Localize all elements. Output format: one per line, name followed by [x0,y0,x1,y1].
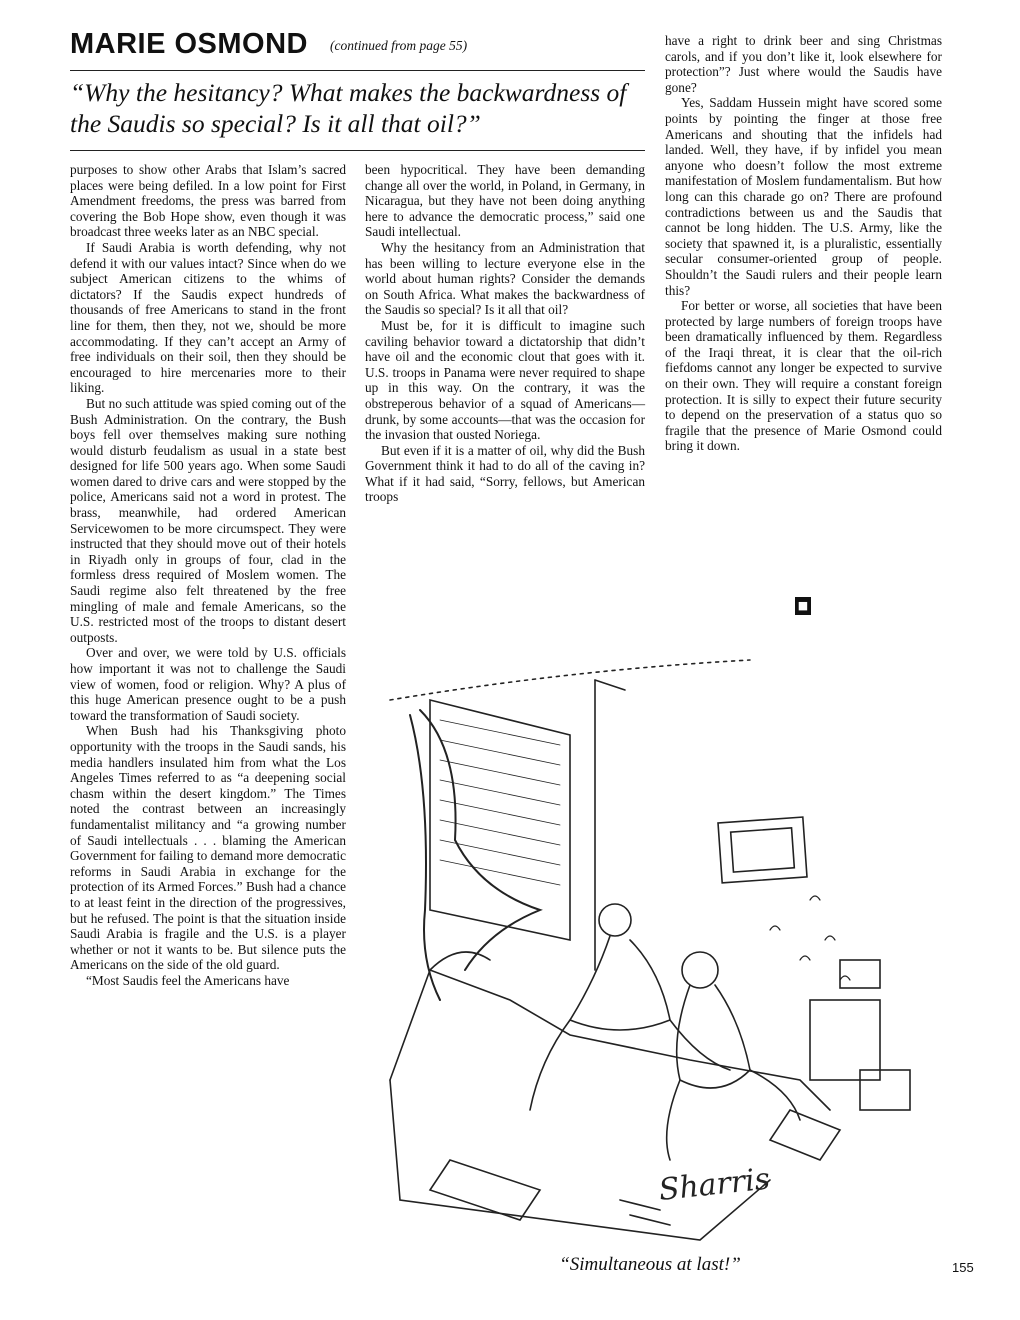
paragraph: purposes to show other Arabs that Islam’s sacred places were being defiled. In a low point for First Amendment freedoms, the press was barred from covering the Bob Hope show, even though it was broadcast three weeks later as an NBC special. [70,162,346,240]
cartoon-illustration [370,640,970,1255]
cartoon-caption: “Simultaneous at last!” [559,1254,741,1275]
paragraph: Why the hesitancy from an Administration that has been willing to lecture everyone else in the world about human rights? Consider the demands on South Africa. What makes the backwardness of the Saudis so special? Is it all that oil? [365,239,645,318]
paragraph: But no such attitude was spied coming out of the Bush Administration. On the contrary, the Bush boys fell over themselves making sure nothing would disturb feudalism as usual in a state best designed for life 500 years ago. When some Saudi women dared to drive cars and were stopped by the police, Americans said not a word in protest. The brass, meanwhile, had ordered American Servicewomen to be more circumspect. They were instructed that they should move out of their hotels in Riyadh only in groups of four, clad in the formless dress required of Moslem women. The Saudi regime also felt threatened by the free mingling of male and female Americans, so the U.S. restricted most of the troops to distant desert outposts. [70,395,346,645]
paragraph: Must be, for it is difficult to imagine such caviling behavior toward a dictatorship that didn’t have oil and the economic clout that goes with it. U.S. troops in Panama were never required to shape up in this way. On the contrary, it was the obstreperous behavior of a squad of Americans—drunk, by some accounts—that was the occasion for the invasion that ousted Noriega. [365,317,645,443]
article-header [70,28,645,61]
paragraph: Yes, Saddam Hussein might have scored some points by pointing the finger at those free Americans and shouting that the infidels had landed. Well, they have, if by infidel you mean anyone who doesn’t follow the most extreme manifestation of Moslem fundamentalism. But how long can this charade go on? There are profound contradictions between us and the Saudis that cannot be long hidden. The U.S. Army, like the society that spawned it, is a pluralistic, essentially secular consumer-oriented group of people. Shouldn’t the Saudi rulers and their people learn this? [665,95,942,298]
paragraph: have a right to drink beer and sing Christmas carols, and if you don’t like it, look elsewhere for protection”? Just where would the Saudis have gone? [665,33,942,95]
paragraph: Over and over, we were told by U.S. officials how important it was not to challenge the Saudi view of women, food or religion. Why? A plus of this huge American presence ought to be a push toward the transformation of Saudi society. [70,645,346,723]
cartoon-signature: Sharris [657,1161,772,1208]
continued-note: (continued from page 55) [330,38,468,53]
text-column-3 [665,33,942,454]
rabbit-end-mark-icon: ■ [795,597,811,615]
paragraph: But even if it is a matter of oil, why did the Bush Government think it had to do all of the caving in? What if it had said, “Sorry, fellows, but American troops [365,442,645,505]
text-column-1 [70,162,346,988]
paragraph: For better or worse, all societies that have been protected by large numbers of foreign troops have been dramatically influenced by them. Regardless of the Iraqi threat, it is clear that the oil-rich fiefdoms cannot any longer be expected to survive on their own. They will require a constant foreign protection. It is silly to expect their future security to depend on the preservation of a status quo so fragile that the presence of Marie Osmond could bring it down. [665,298,942,454]
text-column-2 [365,162,645,505]
paragraph: “Most Saudis feel the Americans have [86,972,290,988]
paragraph: When Bush had his Thanksgiving photo opportunity with the troops in the Saudi sands, his media handlers insulated him from what the Los Angeles Times referred to as “a deepening social chasm within the desert kingdom.” The Times noted the contrast between an increasingly fundamentalist militancy and “a growing number of Saudi intellectuals . . . blaming the American Government for failing to demand more democratic reforms in Saudi Arabia in exchange for the protection of its Armed Forces.” Bush had a chance to at least feint in the direction of the progressives, but he refused. The point is that the situation inside Saudi Arabia is fragile and the U.S. is a player whether or not it wants to be. But silence puts the Americans on the side of the old guard. [70,723,346,973]
paragraph: been hypocritical. They have been demanding change all over the world, in Poland, in Germany, in Nicaragua, but they have not been doing anything here to advance the democratic process,” said one Saudi intellectual. [365,162,645,240]
top-rule [70,70,645,71]
article-title: MARIE OSMOND [70,28,308,60]
pull-quote: “Why the hesitancy? What makes the backwardness of the Saudis so special? Is it all that oil?” [70,78,627,138]
paragraph: If Saudi Arabia is worth defending, why not defend it with our values intact? Since when do we subject American citizens to the whims of dictators? If the Saudis expect hundreds of thousands of free Americans to stand in the front line for them, then they, not we, should be more accommodating. If they can’t accept an Army of free individuals on their soil, then they should be encouraged to hire mercenaries more to their liking. [70,239,346,396]
bottom-rule [70,150,645,151]
page-number: 155 [952,1260,974,1275]
